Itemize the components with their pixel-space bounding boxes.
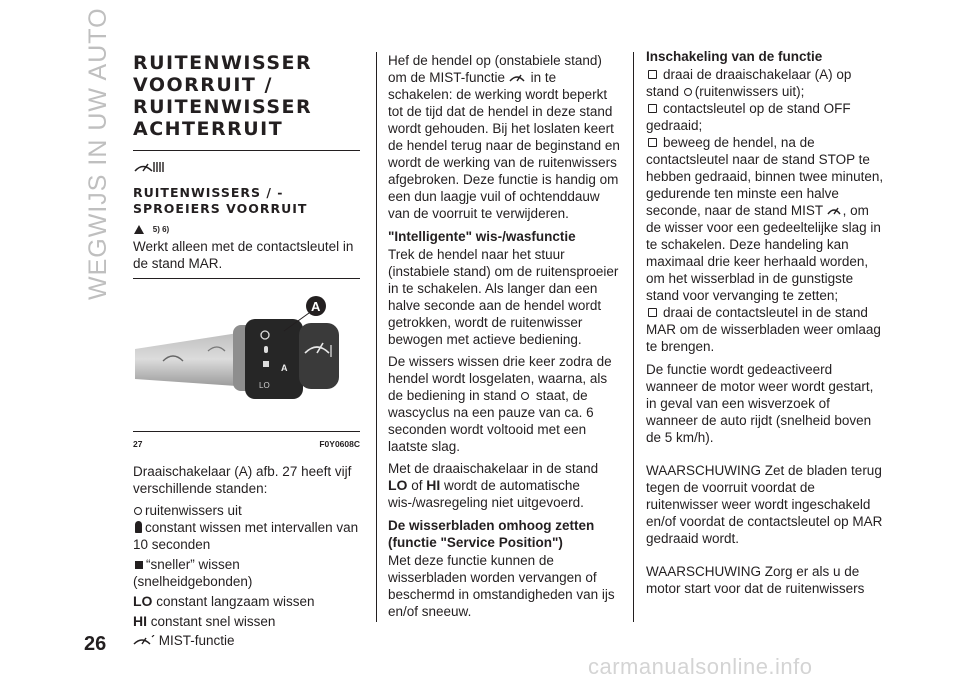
intermittent-icon	[135, 521, 142, 533]
page-number: 26	[84, 633, 107, 655]
wipe-cycle-paragraph: De wissers wissen drie keer zodra de hendel wordt losgelaten, waarna, als de bediening in stand staat, de wascyclus na een pauze van ca. 6 seconden wordt voltooid met een laatste slag.	[388, 354, 612, 454]
lo-label: LO	[133, 592, 153, 609]
bullet-box-icon	[648, 70, 657, 79]
bullet-box-icon	[648, 308, 657, 317]
lo-hi-paragraph: Met de draaischakelaar in de stand LO of HI wordt de automatische wis-/wasregeling niet uitgevoerd.	[388, 461, 599, 510]
bullet-box-icon	[648, 138, 657, 147]
smart-wash-paragraph: Trek de hendel naar het stuur (instabiele stand) om de ruitensproeier in te schakelen. Als langer dan een halve seconde aan de hendel wordt getrokken, wordt de ruitenwisser bewogen met actieve bediening.	[388, 247, 619, 347]
subsection-title: RUITENWISSERS / -SPROEIERS VOORRUIT	[133, 185, 308, 216]
service-position-paragraph: Met deze functie kunnen de wisserbladen worden vervangen of beschermd in omstandigheden van ijs en/of sneeuw.	[388, 553, 615, 619]
step-item: draai de draaischakelaar (A) op stand (ruitenwissers uit);	[646, 67, 852, 99]
positions-list	[133, 502, 360, 649]
mist-icon	[509, 72, 527, 84]
step-item: beweeg de hendel, na de contactsleutel naar de stand STOP te hebben gedraaid, binnen twee minuten, gedurende ten minste een halve seconde, naar de stand MIST , om de wisser voor een gedeeltelijke slag in te schakelen. Deze handeling kan maximaal drie keer herhaald worden, om het wisserblad in de gunstigste stand voor vervanging te zetten;	[646, 135, 884, 303]
title-rule	[133, 150, 360, 151]
circle-off-icon	[684, 88, 692, 96]
mist-icon	[133, 635, 155, 647]
position-item: constant wissen met intervallen van 10 seconden	[133, 519, 359, 552]
position-item: MIST-functie	[133, 632, 360, 649]
hi-label: HI	[133, 612, 147, 629]
column-divider	[633, 52, 634, 622]
reference-notes: 5) 6)	[152, 224, 170, 234]
column-right	[646, 49, 884, 602]
position-item: “sneller” wissen (snelheidgebonden)	[133, 556, 253, 589]
hi-label: HI	[426, 477, 441, 493]
figure-bottom-rule	[133, 431, 360, 432]
lever-description: Draaischakelaar (A) afb. 27 heeft vijf verschillende standen:	[133, 463, 352, 496]
column-divider	[376, 52, 377, 622]
bullet-box-icon	[648, 104, 657, 113]
watermark: carmanualsonline.info	[588, 654, 813, 679]
service-position-heading: De wisserbladen omhoog zetten (functie "Service Position")	[388, 518, 595, 550]
activation-heading: Inschakeling van de functie	[646, 49, 823, 64]
warning-2: WAARSCHUWING Zorg er als u de motor start voor dat de ruitenwissers	[646, 564, 865, 596]
wiper-symbol-icon	[133, 159, 360, 179]
mist-paragraph: Hef de hendel op (onstabiele stand) om de MIST-functie in te schakelen: de werking wordt beperkt tot de tijd dat de hendel in deze stand wordt gehouden. Bij het loslaten keert de hendel terug naar de beginstand en wordt de werking van de ruitenwissers afgebroken. Deze functie is handig om een dun laagje vuil of ochtenddauw van de voorruit te verwijderen.	[388, 53, 620, 221]
ring-label-a: A	[281, 362, 288, 373]
callout-label: A	[311, 298, 321, 314]
wiper-lever-figure	[133, 291, 360, 431]
lo-label: LO	[388, 477, 408, 493]
step-item: contactsleutel op de stand OFF gedraaid;	[646, 101, 851, 133]
mist-icon	[827, 205, 843, 217]
column-middle	[388, 52, 620, 625]
smart-wash-heading: "Intelligente" wis-/wasfunctie	[388, 229, 576, 244]
position-item: HI constant snel wissen	[133, 612, 276, 629]
section-title: RUITENWISSER VOORRUIT / RUITENWISSER ACHTERRUIT	[133, 52, 313, 140]
figure-code: F0Y0608C	[319, 438, 360, 449]
reference-row	[133, 220, 360, 238]
figure-caption	[133, 436, 360, 453]
chapter-title: WEGWIJS IN UW AUTO	[84, 7, 112, 300]
figure-number: 27	[133, 438, 143, 449]
circle-off-icon	[521, 392, 529, 400]
warning-triangle-icon	[133, 224, 145, 235]
position-item: LO constant langzaam wissen	[133, 592, 315, 609]
fast-square-icon	[135, 561, 143, 569]
column-left	[133, 52, 360, 649]
warning-1: WAARSCHUWING Zet de bladen terug tegen de voorruit voordat de ruitenwisser weer wordt ingeschakeld en/of voordat de contactsleutel op MAR gedraaid wordt.	[646, 463, 883, 546]
circle-off-icon	[134, 507, 142, 515]
deactivation-paragraph: De functie wordt gedeactiveerd wanneer de motor weer wordt gestart, in geval van een wisverzoek of wanneer de auto rijdt (snelheid boven de 5 km/h).	[646, 362, 874, 445]
position-item: ruitenwissers uit	[133, 502, 360, 519]
ring-label-lo: LO	[259, 380, 270, 390]
intro-text: Werkt alleen met de contactsleutel in de stand MAR.	[133, 238, 354, 271]
step-item: draai de contactsleutel in de stand MAR om de wisserbladen weer omlaag te brengen.	[646, 305, 881, 354]
figure-top-rule	[133, 278, 360, 279]
chapter-side-tab	[78, 7, 112, 300]
